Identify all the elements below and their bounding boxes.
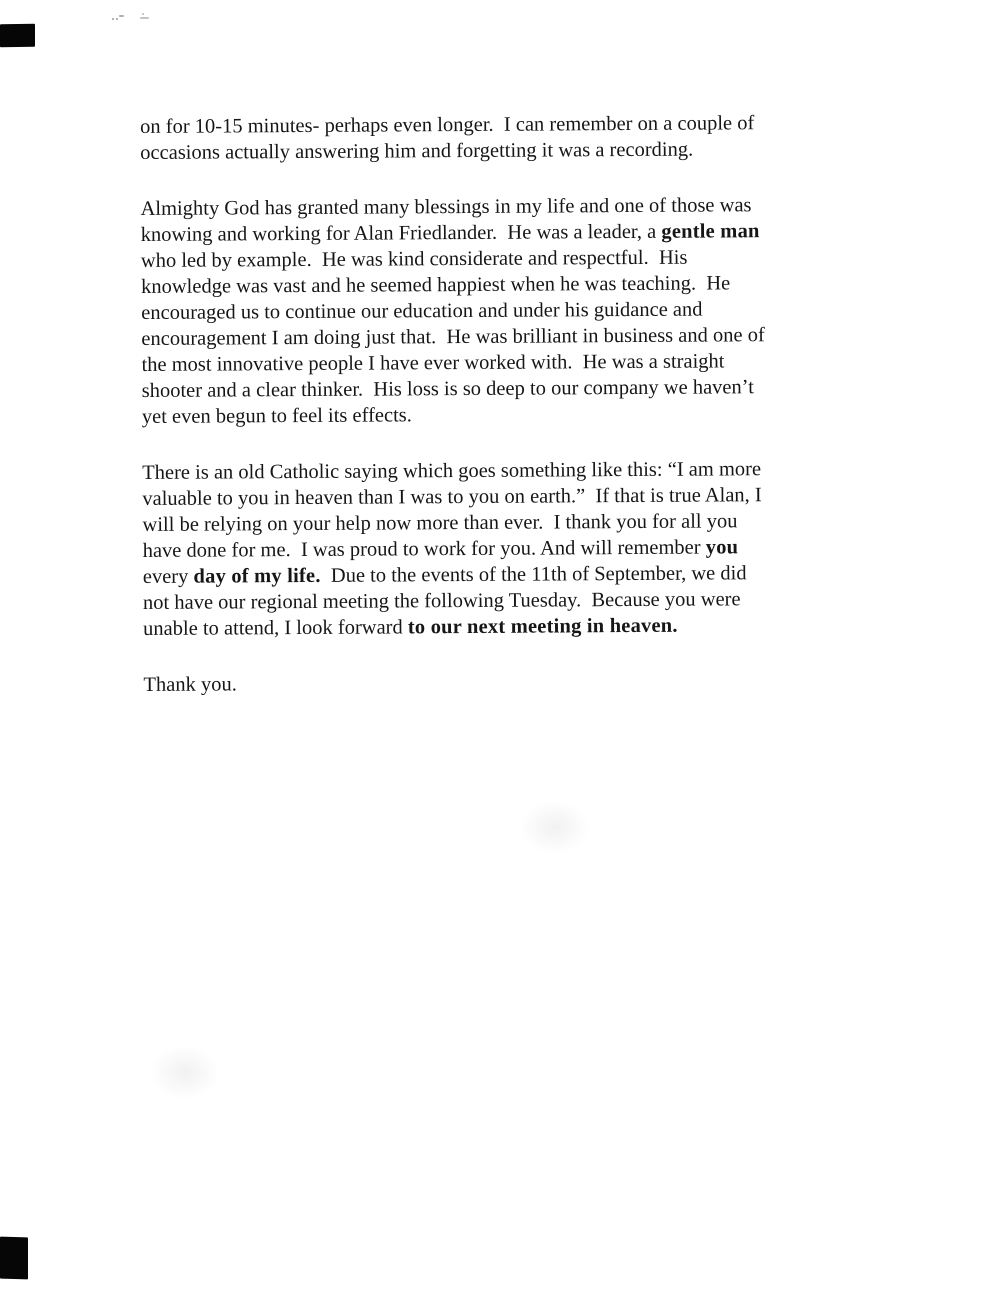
letter-body: [140, 109, 884, 728]
text-segment: Due to the events of the 11th of September, we did: [320, 562, 747, 587]
text-line: [140, 135, 880, 166]
text-segment: Almighty God has granted many blessings in my life and one of those was: [140, 194, 752, 220]
scan-speck: [142, 13, 144, 15]
text-segment: Thank you.: [143, 673, 237, 696]
text-segment: occasions actually answering him and forgetting it was a recording.: [140, 138, 694, 164]
scan-smudge: [150, 1045, 220, 1100]
text-segment: There is an old Catholic saying which goes something like this: “I am more: [142, 458, 762, 484]
text-segment: knowledge was vast and he seemed happiest when he was teaching. He: [140, 272, 731, 298]
text-segment: encouragement I am doing just that. He was brilliant in business and one of: [141, 324, 765, 350]
scan-speck: [112, 18, 114, 20]
bold-text-segment: gentle man: [661, 220, 760, 243]
text-line: [142, 399, 882, 430]
paragraph: [143, 667, 883, 698]
bold-text-segment: you: [705, 536, 739, 559]
text-segment: on for 10-15 minutes- perhaps even longer. I can remember on a couple of: [140, 112, 755, 138]
text-segment: shooter and a clear thinker. His loss is so deep to our company we haven’t: [141, 376, 754, 402]
text-segment: not have our regional meeting the following Tuesday. Because you were: [142, 588, 741, 614]
text-segment: encouraged us to continue our education and under his guidance and: [141, 298, 703, 324]
text-segment: knowing and working for Alan Friedlander. He was a leader, a: [140, 220, 662, 246]
scan-speck: [119, 15, 124, 17]
text-segment: every: [142, 565, 194, 588]
text-segment: will be relying on your help now more than ever. I thank you for all you: [142, 510, 738, 536]
scan-speck: [140, 17, 149, 19]
text-line: [143, 667, 883, 698]
text-segment: the most innovative people I have ever worked with. He was a straight: [141, 350, 725, 376]
bold-text-segment: day of my life.: [193, 564, 321, 588]
scan-artifact-bottom-left: [0, 1237, 28, 1280]
text-segment: who led by example. He was kind considerate and respectful. His: [140, 246, 688, 272]
paragraph: [141, 191, 882, 430]
paragraph: [140, 109, 880, 166]
bold-text-segment: to our next meeting in heaven.: [407, 614, 678, 639]
text-segment: valuable to you in heaven than I was to you on earth.” If that is true Alan, I: [142, 484, 762, 510]
scan-speck: [116, 18, 118, 20]
scan-smudge: [520, 800, 590, 855]
paragraph: [142, 455, 883, 642]
scan-artifact-top-left: [0, 24, 35, 48]
text-segment: unable to attend, I look forward: [143, 616, 408, 640]
text-segment: yet even begun to feel its effects.: [141, 404, 412, 428]
text-line: [143, 611, 883, 642]
text-segment: have done for me. I was proud to work for you. And will remember: [142, 536, 706, 562]
